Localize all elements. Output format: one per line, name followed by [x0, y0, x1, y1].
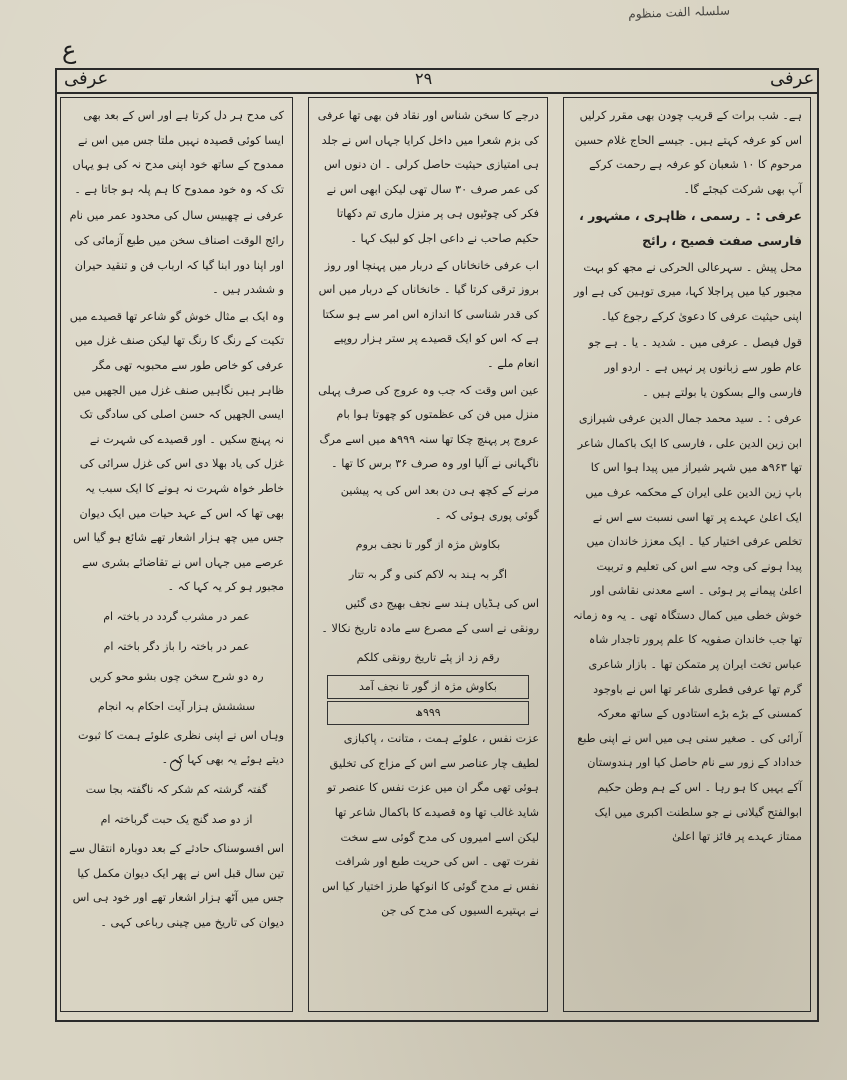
- verse-line: از دو صد گنج یک حبت گرباختہ ام: [100, 813, 253, 827]
- paragraph: وہ ایک بے مثال خوش گو شاعر تھا قصیدے میں تکیت کے رنگ کا رنگ تھا لیکن صنف غزل میں عرفی کو خاص طور سے محبوبہ تھی مگر ظاہر ہیں نگاہیں صنف غزل میں الجھیں میں ایسی الجھیں کہ حسن اصلی کی سادگی تک نہ پہنچ سکیں ۔ اور قصیدے کی شہرت نے غزل کی یاد بھلا دی اس کی غزل سرائی کی خاطر خواہ شہرت نہ ہونے کا ایک سبب یہ بھی تھا کہ اس کے عہد حیات میں ایک دیوان جس میں چھ ہزار اشعار تھے شائع ہو گیا اس عرصے میں جہاں اس نے تقاضائے بشری سے مجبور ہو کر یہ کہا کہ ۔: [69, 309, 284, 594]
- paragraph: عرفی : ۔ سید محمد جمال الدین عرفی شیرازی ابن زین الدین علی ، فارسی کا ایک باکمال شاعر تھا ۹۶۳ھ میں شہر شیراز میں پیدا ہوا اس کا باپ زین الدین علی ایران کے محکمہ عرف میں ایک اعلیٰ عہدے پر تھا اسی نسبت سے اس نے تخلص عرفی اختیار کیا ۔ ایک معزز خاندان میں پیدا ہونے کی وجہ سے اس کی تعلیم و تربیت اعلیٰ پیمانے پر ہوئی ۔ اسے معدنی نقاشی اور خوش خطی میں کمال دستگاہ تھی ۔ یہ وہ زمانہ تھا جب خاندان صفویہ کا علم پرور تاجدار شاہ عباس تخت ایران پر متمکن تھا ۔ بازار شاعری گرم تھا عرفی فطری شاعر تھا اس نے باوجود کمسنی کے بڑے بڑے استادوں کے ساتھ معرکہ آرائی کی ۔ صغیر سنی ہی میں اس نے اپنی طبع خداداد کے زور سے نام حاصل کیا اور ہندوستان آکے یہیں کا ہو رہا ۔ اس کے ہم وطن حکیم ابوالفتح گیلانی نے جو سلطنت اکبری میں ایک ممتاز عہدے پر فائز تھا اعلیٰ: [572, 412, 802, 844]
- verse-line: عمر در باختہ را باز دگر باختہ ام: [103, 639, 250, 653]
- chronogram-year: ۹۹۹ھ: [327, 701, 529, 725]
- paragraph: وہاں اس نے اپنی نظری علوئے ہمت کا ثبوت دیتے ہوئے یہ بھی کہا کہ ۔: [78, 728, 284, 767]
- running-head-right: عرفی: [770, 68, 815, 89]
- column-left: [60, 97, 293, 1012]
- running-head-left: عرفی: [64, 68, 109, 89]
- header-rule: [55, 92, 817, 94]
- paragraph: اس کی ہڈیاں ہند سے نجف بھیج دی گئیں رونقی نے اسی کے مصرع سے مادہ تاریخ نکالا ۔: [321, 597, 539, 635]
- paragraph: ہے۔ شب برات کے قریب چودن بھی مقرر کرلیں اس کو عرفہ کہتے ہیں۔ جیسے الحاج غلام حسین مرحوم کا ۱۰ شعبان کو عرفہ ہے رحمت کرکے آپ بھی شرکت کیجئے گا۔: [574, 109, 802, 196]
- paragraph: اس افسوسناک حادثے کے بعد دوبارہ انتقال سے تین سال قبل اس نے پھر ایک دیوان مکمل کیا جس میں آٹھ ہزار اشعار تھے اور خود ہی اس دیوان کی تاریخ میں چینی رباعی کہی ۔: [69, 842, 284, 929]
- column-middle: [308, 97, 548, 1012]
- verse-line: عمر در مشرب گردد در باختہ ام: [103, 609, 250, 623]
- outer-letter-mark: ع: [62, 36, 77, 64]
- paragraph: عرفی نے چھبیس سال کی محدود عمر میں نام رائج الوقت اصناف سخن میں طبع آزمائی کی اور اپنا دور ابنا گیا کہ ارباب فن و تنقید حیران و ششدر ہیں ۔: [69, 209, 284, 297]
- handwritten-note: سلسلہ الفت منظوم: [628, 3, 731, 22]
- verse-line: سششش ہزار آیت احکام بہ انجام: [97, 699, 256, 713]
- verse-line: رقم زد از پئے تاریخ رونقی کلکم: [356, 651, 500, 665]
- verse-line: رہ دو شرح سخن چوں بشو محو کریں: [89, 669, 264, 683]
- paragraph: محل پیش ۔ سہرعالی الحرکی نے مجھ کو بہت مجبور کیا میں پراجلا کہا، میری توہین کی ہے اور اپنی حیثیت عرفی کا دعویٰ کرکے رجوع کیا۔: [574, 260, 802, 323]
- paragraph: قول فیصل ۔ عرفی میں ۔ شدید ۔ یا ۔ ہے جو عام طور سے زبانوں پر نہیں ہے ۔ اردو اور فارسی والے بسکون یا بولتے ہیں ۔: [588, 336, 802, 399]
- entry-heading: عرفی : ۔ رسمی ، ظاہری ، مشہور ، فارسی صفت فصیح ، رائج: [579, 208, 802, 248]
- verse-line: گفتہ گرشتہ کم شکر کہ ناگفتہ بجا ست: [85, 783, 268, 797]
- verse-line: اگر بہ ہند بہ لاکم کنی و گر بہ تتار: [348, 568, 508, 582]
- paragraph: درجے کا سخن شناس اور نقاد فن بھی تھا عرفی کی بزم شعرا میں داخل کرایا جہاں اس نے جلد ہی امتیازی حیثیت حاصل کرلی ۔ ان دنوں اس کی عمر صرف ۳۰ سال تھی لیکن ابھی اس نے فکر کی چوٹیوں ہی پر منزل ماری تم دکھاتا حکیم صاحب نے داعی اجل کو لبیک کہا ۔: [317, 109, 539, 245]
- verse-line: بکاوش مژہ از گور تا نجف بروم: [355, 538, 501, 552]
- column-right: [563, 97, 811, 1012]
- paragraph: عزت نفس ، علوئے ہمت ، متانت ، پاکبازی لطیف چار عناصر سے اس کے مزاج کی تخلیق ہوئی تھی مگر ان میں عزت نفس کا عنصر تو شاید غالب تھا وہ قصیدے کا باکمال شاعر تھا لیکن اسے امیروں کی مدح گوئی سے سخت نفرت تھی ۔ اس کی حریت طبع اور شرافت نفس نے مدح گوئی کا انوکھا طرز اختیار کیا اس نے بہتیرے السیوں کی مدح کی جن: [322, 732, 539, 918]
- paragraph: اب عرفی خانخاناں کے دربار میں پہنچا اور روز بروز ترقی کرتا گیا ۔ خانخاناں کے دربار میں اس کی قدر شناسی کا اندازہ اس امر سے ہو سکتا ہے کہ اس کو ایک قصیدے پر ستر ہزار روپیے انعام ملے ۔: [318, 258, 539, 370]
- paragraph: مرنے کے کچھ ہی دن بعد اس کی یہ پیشین گوئی پوری ہوئی کہ ۔: [340, 483, 539, 522]
- chronogram-line: بکاوش مژہ از گور تا نجف آمد: [327, 675, 529, 699]
- circle-mark-icon: [170, 760, 181, 771]
- page-number: ۲۹: [415, 69, 433, 88]
- paragraph: کی مدح ہر دل کرتا ہے اور اس کے بعد بھی ایسا کوئی قصیدہ نہیں ملتا جس میں اس نے ممدوح کے ساتھ خود اپنی مدح نہ کی ہو یہاں تک کہ وہ خود ممدوح کا ہم پلہ ہو جاتا ہے ۔: [72, 109, 284, 196]
- paragraph: عین اس وقت کہ جب وہ عروج کی صرف پہلی منزل میں فن کی عظمتوں کو چھوتا ہوا بام عروج پر پہنچ چکا تھا سنہ ۹۹۹ھ میں اسے مرگ ناگہانی نے آلیا اور وہ صرف ۳۶ برس کا تھا ۔: [318, 383, 539, 471]
